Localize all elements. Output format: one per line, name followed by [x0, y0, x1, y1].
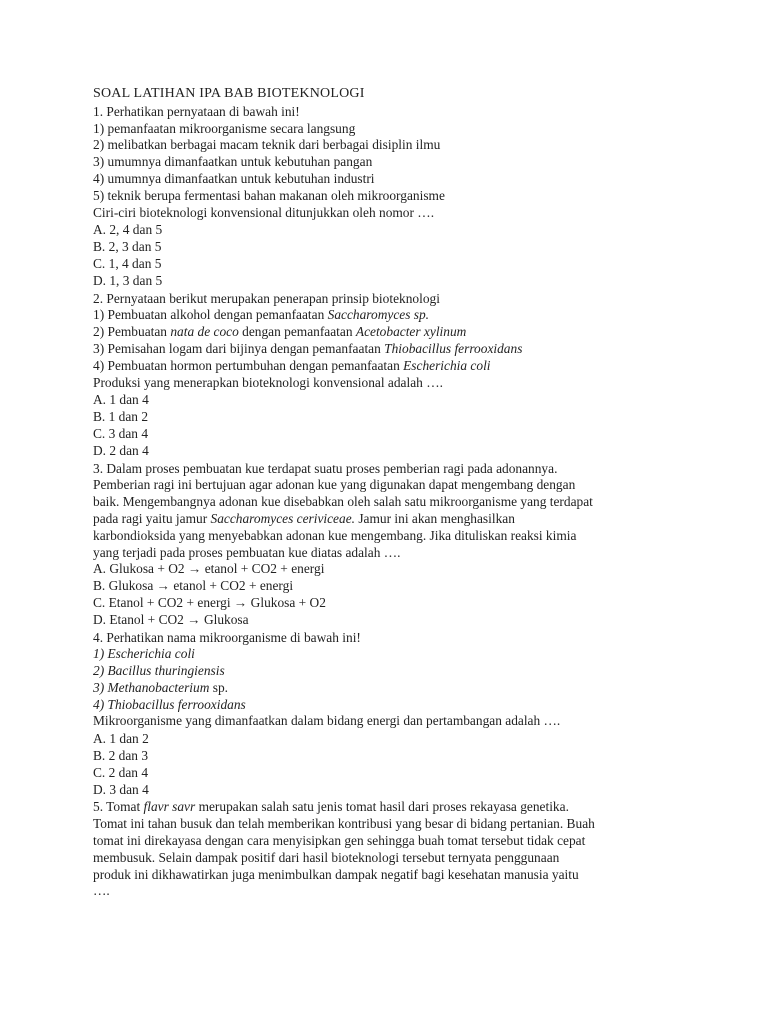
- q2-item-3: [93, 341, 703, 358]
- q5-line-3: tomat ini direkayasa dengan cara menyisipkan gen sehingga buah tomat tersebut tidak cepat: [93, 833, 586, 849]
- q4-item-3: [93, 680, 703, 697]
- q2-question: Produksi yang menerapkan bioteknologi konvensional adalah ….: [93, 374, 443, 390]
- q1-item-5: 5) teknik berupa fermentasi bahan makanan oleh mikroorganisme: [93, 187, 445, 203]
- q1-question: Ciri-ciri bioteknologi konvensional ditunjukkan oleh nomor ….: [93, 204, 435, 220]
- q3-option-a: A. Glukosa + O2 → etanol + CO2 + energi: [93, 561, 325, 577]
- q3-line-1: 3. Dalam proses pembuatan kue terdapat suatu proses pemberian ragi pada adonannya.: [93, 460, 558, 476]
- q1-item-1: 1) pemanfaatan mikroorganisme secara langsung: [93, 120, 356, 136]
- q1-option-a: A. 2, 4 dan 5: [93, 222, 163, 238]
- q4-option-c: C. 2 dan 4: [93, 764, 149, 780]
- q5-line-2: Tomat ini tahan busuk dan telah memberikan kontribusi yang besar di bidang pertanian. Buah: [93, 816, 595, 832]
- q2-option-a: A. 1 dan 4: [93, 392, 149, 408]
- q2-item-4-species: Escherichia coli: [403, 357, 491, 373]
- q5-line-1-text-end: merupakan salah satu jenis tomat hasil dari proses rekayasa genetika.: [195, 799, 569, 815]
- q3-line-4: [93, 511, 703, 528]
- q5-line-4: membusuk. Selain dampak positif dari hasil bioteknologi tersebut ternyata penggunaan: [93, 849, 560, 865]
- page-title: SOAL LATIHAN IPA BAB BIOTEKNOLOGI: [93, 86, 365, 101]
- q2-item-2-species: Acetobacter xylinum: [355, 324, 467, 340]
- q2-item-1: [93, 307, 703, 324]
- q5-line-1-variety: flavr savr: [143, 799, 196, 815]
- q2-item-1-species: Saccharomyces sp.: [327, 307, 430, 323]
- q3-option-c: C. Etanol + CO2 + energi → Glukosa + O2: [93, 594, 326, 610]
- q1-intro: 1. Perhatikan pernyataan di bawah ini!: [93, 103, 300, 119]
- q2-item-2: [93, 324, 703, 341]
- q1-option-d: D. 1, 3 dan 5: [93, 272, 163, 288]
- q2-item-1-text: 1) Pembuatan alkohol dengan pemanfaatan: [93, 307, 328, 323]
- q4-item-3-suffix: sp.: [209, 679, 229, 695]
- q5-line-6: ….: [93, 883, 110, 899]
- q4-item-1-species: 1) Escherichia coli: [93, 646, 195, 662]
- q3-line-3: baik. Mengembangnya adonan kue disebabkan oleh salah satu mikroorganisme yang terdapat: [93, 494, 593, 510]
- q3-line-2: Pemberian ragi ini bertujuan agar adonan kue yang digunakan dapat mengembang dengan: [93, 477, 576, 493]
- q1-item-3: 3) umumnya dimanfaatkan untuk kebutuhan pangan: [93, 154, 373, 170]
- q2-item-2-text: 2) Pembuatan: [93, 324, 171, 340]
- q4-item-2: [93, 663, 703, 680]
- q5-line-5: produk ini dikhawatirkan juga menimbulkan dampak negatif bagi kesehatan manusia yaitu: [93, 866, 579, 882]
- document-body: [93, 86, 703, 900]
- q3-line-4-text: pada ragi yaitu jamur: [93, 510, 211, 526]
- q4-intro: 4. Perhatikan nama mikroorganisme di bawah ini!: [93, 629, 361, 645]
- q4-item-4: [93, 697, 703, 714]
- q2-item-4-text: 4) Pembuatan hormon pertumbuhan dengan pemanfaatan: [93, 357, 404, 373]
- q4-option-a: A. 1 dan 2: [93, 731, 149, 747]
- q3-line-5: karbondioksida yang menyebabkan adonan kue mengembang. Jika dituliskan reaksi kimia: [93, 527, 577, 543]
- q1-option-b: B. 2, 3 dan 5: [93, 239, 162, 255]
- q3-line-4-text-end: Jamur ini akan menghasilkan: [355, 510, 515, 526]
- q5-line-1: [93, 799, 703, 816]
- q4-option-b: B. 2 dan 3: [93, 748, 149, 764]
- q2-item-3-text: 3) Pemisahan logam dari bijinya dengan pemanfaatan: [93, 340, 385, 356]
- q3-line-6: yang terjadi pada proses pembuatan kue diatas adalah ….: [93, 544, 401, 560]
- q4-item-3-species: 3) Methanobacterium: [93, 679, 210, 695]
- q3-option-b: B. Glukosa → etanol + CO2 + energi: [93, 578, 294, 594]
- q2-option-c: C. 3 dan 4: [93, 425, 149, 441]
- q3-line-4-species: Saccharomyces ceriviceae.: [210, 510, 355, 526]
- q1-item-2: 2) melibatkan berbagai macam teknik dari berbagai disiplin ilmu: [93, 137, 441, 153]
- q4-question: Mikroorganisme yang dimanfaatkan dalam bidang energi dan pertambangan adalah ….: [93, 713, 561, 729]
- q2-option-b: B. 1 dan 2: [93, 409, 149, 425]
- q4-item-1: [93, 646, 703, 663]
- q2-option-d: D. 2 dan 4: [93, 442, 149, 458]
- q2-item-4: [93, 358, 703, 375]
- q1-option-c: C. 1, 4 dan 5: [93, 255, 162, 271]
- q2-item-2-text-mid: dengan pemanfaatan: [238, 324, 356, 340]
- q3-option-d: D. Etanol + CO2 → Glukosa: [93, 611, 249, 627]
- q2-item-2-product: nata de coco: [170, 324, 239, 340]
- q2-item-3-species: Thiobacillus ferrooxidans: [384, 340, 523, 356]
- q1-item-4: 4) umumnya dimanfaatkan untuk kebutuhan industri: [93, 170, 375, 186]
- q2-intro: 2. Pernyataan berikut merupakan penerapan prinsip bioteknologi: [93, 290, 440, 306]
- q5-line-1-text: 5. Tomat: [93, 799, 144, 815]
- q4-option-d: D. 3 dan 4: [93, 781, 149, 797]
- q4-item-2-species: 2) Bacillus thuringiensis: [93, 663, 225, 679]
- q4-item-4-species: 4) Thiobacillus ferrooxidans: [93, 696, 246, 712]
